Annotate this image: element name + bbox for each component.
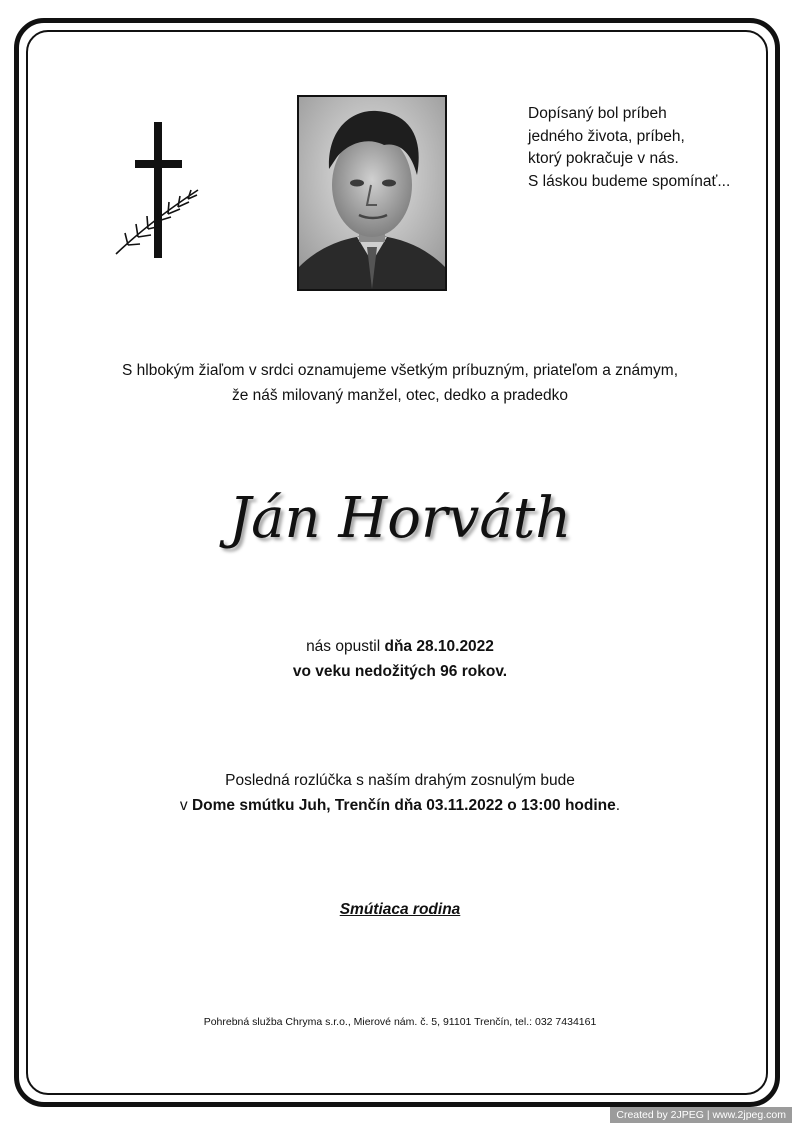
watermark: Created by 2JPEG | www.2jpeg.com xyxy=(610,1107,792,1123)
deceased-name: Ján Horváth xyxy=(228,486,572,551)
death-prefix: nás opustil xyxy=(306,638,385,655)
announcement-line: S hlbokým žiaľom v srdci oznamujeme všetkým príbuzným, priateľom a známym, xyxy=(121,362,679,379)
farewell-line: Posledná rozlúčka s naším drahým zosnulým bude xyxy=(225,772,575,789)
signature: Smútiaca rodina xyxy=(339,901,461,918)
death-info xyxy=(0,634,800,684)
announcement-line: že náš milovaný manžel, otec, dedko a pradedko xyxy=(231,387,569,404)
poem-line: jedného života, príbeh, xyxy=(528,127,685,145)
farewell-details-line xyxy=(0,793,800,818)
farewell-prefix: v xyxy=(179,797,192,814)
poem-line: Dopísaný bol príbeh xyxy=(528,105,667,122)
poem-line: ktorý pokračuje v nás. xyxy=(528,150,679,167)
portrait-photo xyxy=(297,95,447,291)
farewell-info xyxy=(0,768,800,818)
farewell-details: Dome smútku Juh, Trenčín dňa 03.11.2022 o 13:00 hodine xyxy=(191,797,616,814)
farewell-suffix: . xyxy=(615,797,621,814)
announcement xyxy=(0,358,800,408)
death-age: vo veku nedožitých 96 rokov. xyxy=(292,663,508,680)
cross-with-palm-icon xyxy=(108,118,208,268)
death-date: dňa 28.10.2022 xyxy=(384,638,494,655)
death-date-line xyxy=(0,634,800,659)
poem-line: S láskou budeme spomínať... xyxy=(528,172,731,190)
funeral-service-footer: Pohrebná služba Chryma s.r.o., Mierové nám. č. 5, 91101 Trenčín, tel.: 032 7434161 xyxy=(203,1016,597,1028)
memorial-poem xyxy=(528,103,768,193)
